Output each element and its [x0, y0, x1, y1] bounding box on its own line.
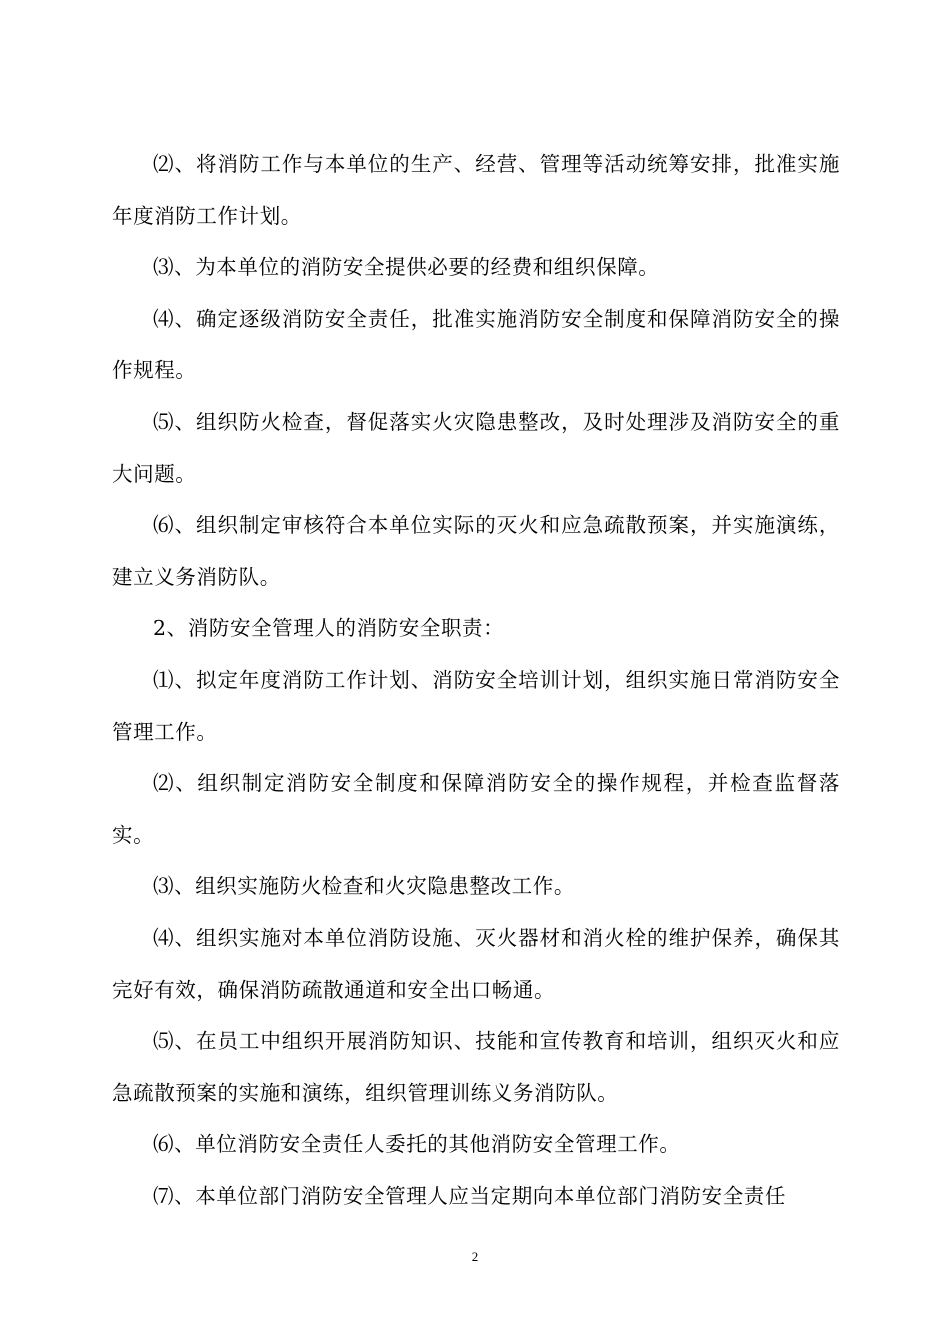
paragraph: ⑺、本单位部门消防安全管理人应当定期向本单位部门消防安全责任 [153, 1183, 786, 1208]
section-heading: 2、消防安全管理人的消防安全职责： [153, 616, 505, 641]
paragraph: ⑸、组织防火检查，督促落实火灾隐患整改，及时处理涉及消防安全的重大问题。 [112, 409, 840, 486]
paragraph: ⑸、在员工中组织开展消防知识、技能和宣传教育和培训，组织灭火和应急疏散预案的实施和演练，组织管理训练义务消防队。 [112, 1029, 840, 1105]
document-body [112, 139, 840, 1222]
page-number: 2 [471, 1249, 479, 1264]
paragraph: ⑶、组织实施防火检查和火灾隐患整改工作。 [153, 874, 575, 899]
paragraph: ⑹、组织制定审核符合本单位实际的灭火和应急疏散预案，并实施演练，建立义务消防队。 [112, 513, 840, 589]
paragraph: ⑹、单位消防安全责任人委托的其他消防安全管理工作。 [153, 1132, 681, 1157]
paragraph: ⑵、组织制定消防安全制度和保障消防安全的操作规程，并检查监督落实。 [112, 771, 840, 847]
paragraph: ⑷、确定逐级消防安全责任，批准实施消防安全制度和保障消防安全的操作规程。 [112, 306, 840, 383]
paragraph: ⑴、拟定年度消防工作计划、消防安全培训计划，组织实施日常消防安全管理工作。 [112, 667, 840, 744]
paragraph: ⑵、将消防工作与本单位的生产、经营、管理等活动统筹安排，批准实施年度消防工作计划。 [112, 152, 840, 228]
paragraph: ⑶、为本单位的消防安全提供必要的经费和组织保障。 [153, 255, 660, 280]
paragraph: ⑷、组织实施对本单位消防设施、灭火器材和消火栓的维护保养，确保其完好有效，确保消防疏散通道和安全出口畅通。 [112, 925, 840, 1002]
